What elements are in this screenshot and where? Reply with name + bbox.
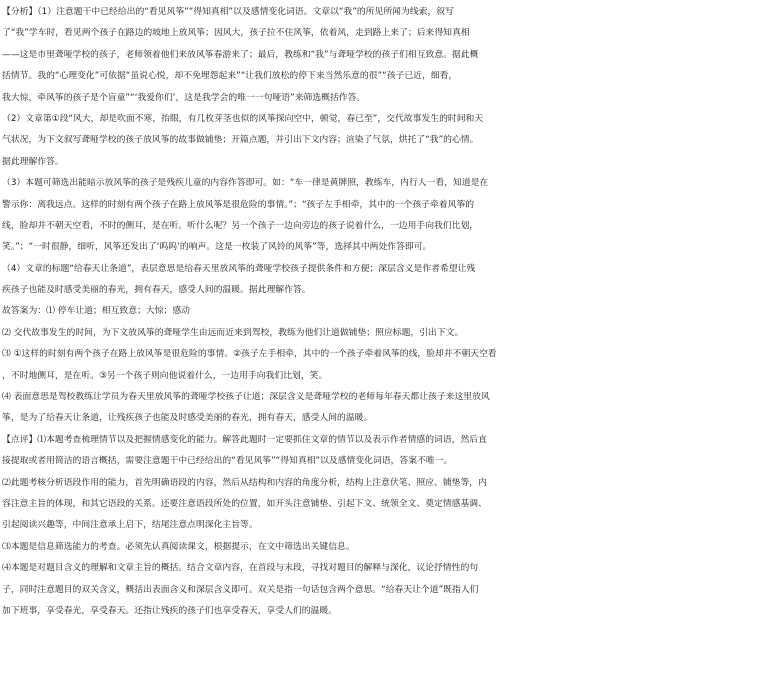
text-line: 接提取或者用简洁的语言概括，需要注意题干中已经给出的“看见风筝”“得知真相”以及感情变化词语，答案不唯一。 [2, 456, 453, 467]
text-line: （4）文章的标题“给春天让条道”，表层意思是给春天里放风筝的聋哑学校孩子提供条件和方便；深层含义是作者希望让残 [2, 263, 476, 274]
text-line: 括情节。我的“心理变化”可依据“虽说心悦，却不免埋怨起来”“让我们放松的停下来当然乐意的很”“孩子已近，细看， [2, 71, 458, 82]
text-line: ⑵此题考核分析语段作用的能力，首先明确语段的内容，然后从结构和内容的角度分析，结构上注意伏笔、照应、铺垫等，内 [2, 477, 487, 488]
text-line: 容注意主旨的体现，和其它语段的关系。还要注意语段所处的位置，如开头注意铺垫、引起下文、统领全文、奠定情感基调、 [2, 498, 487, 509]
text-line: 笑。”；“一时很静，细听，风筝还发出了‘呜呜’的响声。这是一枚装了风铃的风筝”等，选择其中两处作答即可。 [2, 242, 432, 253]
text-line: 筝，是为了给春天让条道，让残疾孩子也能及时感受美丽的春光，拥有春天，感受人间的温暖。 [2, 413, 373, 424]
text-line: 警示你：离我远点。这样的时刻有两个孩子在路上放风筝是很危险的事情。”；“孩子左手相牵，其中的一个孩子牵着风筝的 [2, 199, 475, 210]
analysis-document [0, 2, 780, 622]
text-line: 据此理解作答。 [2, 156, 64, 167]
text-line: （2）文章第①段“风大，却是吹面不寒，抬眼，有几枚芽茎也似的风筝探向空中，顿觉，春已至”，交代故事发生的时间和天 [2, 113, 484, 124]
text-line: 线，脸却并不朝天空看，不时的侧耳，是在听。听什么呢？另一个孩子一边向旁边的孩子说着什么，一边用手向我们比划， [2, 220, 479, 231]
text-line: 加下班事，享受春光，享受春天。还指让残疾的孩子们也享受春天，享受人们的温暖。 [2, 605, 338, 616]
text-line: 我大惊，牵风筝的孩子是个盲童”“‘我爱你们’，这是我学会的唯一一句哑语”来筛选概括作答。 [2, 92, 366, 103]
text-line: 疾孩子也能及时感受美丽的春光，拥有春天，感受人间的温暖。据此理解作答。 [2, 285, 311, 296]
text-line: ⑵ 交代故事发生的时间，为下文放风筝的聋哑学生由远而近来到驾校，教练为他们让道做铺垫；照应标题，引出下文。 [2, 327, 464, 338]
text-line: ——这是市里聋哑学校的孩子，老师领着他们来放风筝春游来了；最后，教练和“我”与聋哑学校的孩子们相互致意。据此概 [2, 49, 479, 60]
text-line: ，不时地侧耳，是在听。③另一个孩子则向他说着什么，一边用手向我们比划，笑。 [2, 370, 328, 381]
text-line: ⑶ ①这样的时刻有两个孩子在路上放风筝是很危险的事情。②孩子左手相牵，其中的一个孩子牵着风筝的线，脸却并不朝天空看 [2, 349, 497, 360]
text-line: ⑷本题是对题目含义的理解和文章主旨的概括。结合文章内容，在首段与末段，寻找对题目的解释与深化，议论抒情性的句 [2, 563, 479, 574]
text-line: （3）本题可筛选出能暗示放风筝的孩子是残疾儿童的内容作答即可。如：“车一律是黄牌照，教练车，内行人一看，知道是在 [2, 178, 489, 189]
text-line: 故答案为：⑴ 停车让道；相互致意；大惊；感动 [2, 306, 190, 317]
text-line: 【点评】⑴本题考查梳理情节以及把握情感变化的能力。解答此题时一定要抓住文章的情节以及表示作者情感的词语，然后直 [2, 434, 487, 445]
text-line: ⑷ 表面意思是驾校教练让学员为春天里放风筝的聋哑学校孩子让道；深层含义是聋哑学校的老师每年春天都让孩子来这里放风 [2, 392, 490, 403]
text-line: 了“我”学车时，看见两个孩子在路边的坡地上放风筝；因风大，孩子拉不住风筝，依着风，走到路上来了；后来得知真相 [2, 28, 470, 39]
text-line: 引起阅读兴趣等，中间注意承上启下，结尾注意点明深化主旨等。 [2, 520, 258, 531]
text-line: ⑶本题是信息筛选能力的考查。必须先认真阅读课文，根据提示，在文中筛选出关键信息。 [2, 541, 355, 552]
text-line: 子，同时注意题目的双关含义，概括出表面含义和深层含义即可。双关是指一句话包含两个意思。“给春天让个道”既指人们 [2, 584, 479, 595]
text-line: 【分析】（1）注意题干中已经给出的“看见风筝”“得知真相”以及感情变化词语。文章以“我”的所见所闻为线索，叙写 [2, 7, 454, 17]
text-line: 气状况，为下文叙写聋哑学校的孩子放风筝的故事做铺垫；开篇点题，并引出下文内容；渲染了气氛，烘托了“我”的心情。 [2, 135, 479, 146]
